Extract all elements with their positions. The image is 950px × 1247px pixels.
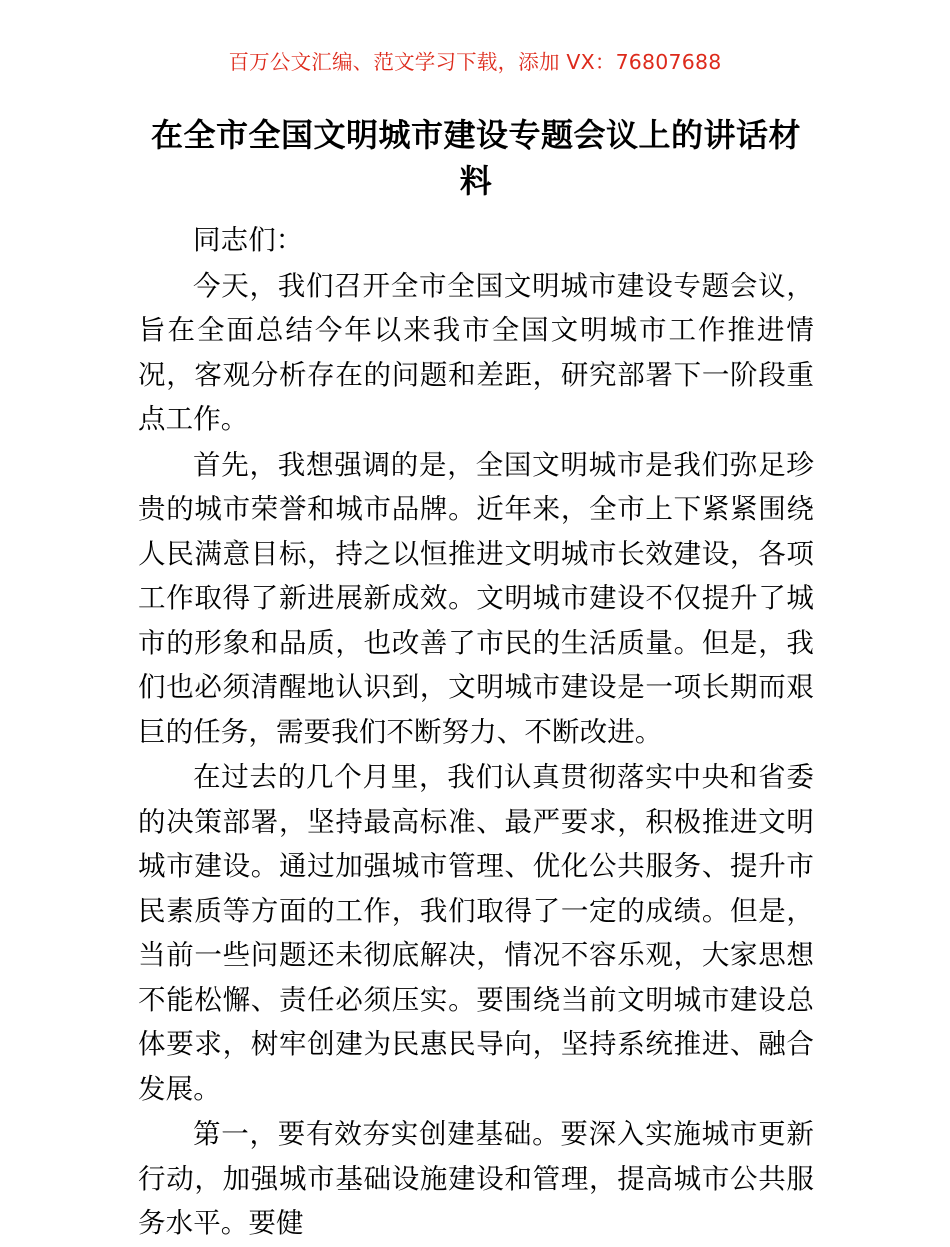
paragraph-salutation: 同志们： [193,224,304,256]
document-title: 在全市全国文明城市建设专题会议上的讲话材料 [150,116,801,200]
paragraph-4: 第一，要有效夯实创建基础。要深入实施城市更新行动，加强城市基础设施建设和管理，提高城市公共服务水平。要健 [138,1118,814,1239]
paragraph-2: 首先，我想强调的是，全国文明城市是我们弥足珍贵的城市荣誉和城市品牌。近年来，全市上下紧紧围绕人民满意目标，持之以恒推进文明城市长效建设，各项工作取得了新进展新成效。文明城市建设不仅提升了城市的形象和品质，也改善了市民的生活质量。但是，我们也必须清醒地认识到，文明城市建设是一项长期而艰巨的任务，需要我们不断努力、不断改进。 [138,448,814,748]
paragraph-3: 在过去的几个月里，我们认真贯彻落实中央和省委的决策部署，坚持最高标准、最严要求，积极推进文明城市建设。通过加强城市管理、优化公共服务、提升市民素质等方面的工作，我们取得了一定的成绩。但是，当前一些问题还未彻底解决，情况不容乐观，大家思想不能松懈、责任必须压实。要围绕当前文明城市建设总体要求，树牢创建为民惠民导向，坚持系统推进、融合发展。 [138,761,814,1105]
paragraph-1: 今天，我们召开全市全国文明城市建设专题会议，旨在全面总结今年以来我市全国文明城市工作推进情况，客观分析存在的问题和差距，研究部署下一阶段重点工作。 [138,269,814,435]
document-body [138,112,814,1247]
promo-header-text: 百万公文汇编、范文学习下载，添加 VX：76807688 [228,50,722,74]
